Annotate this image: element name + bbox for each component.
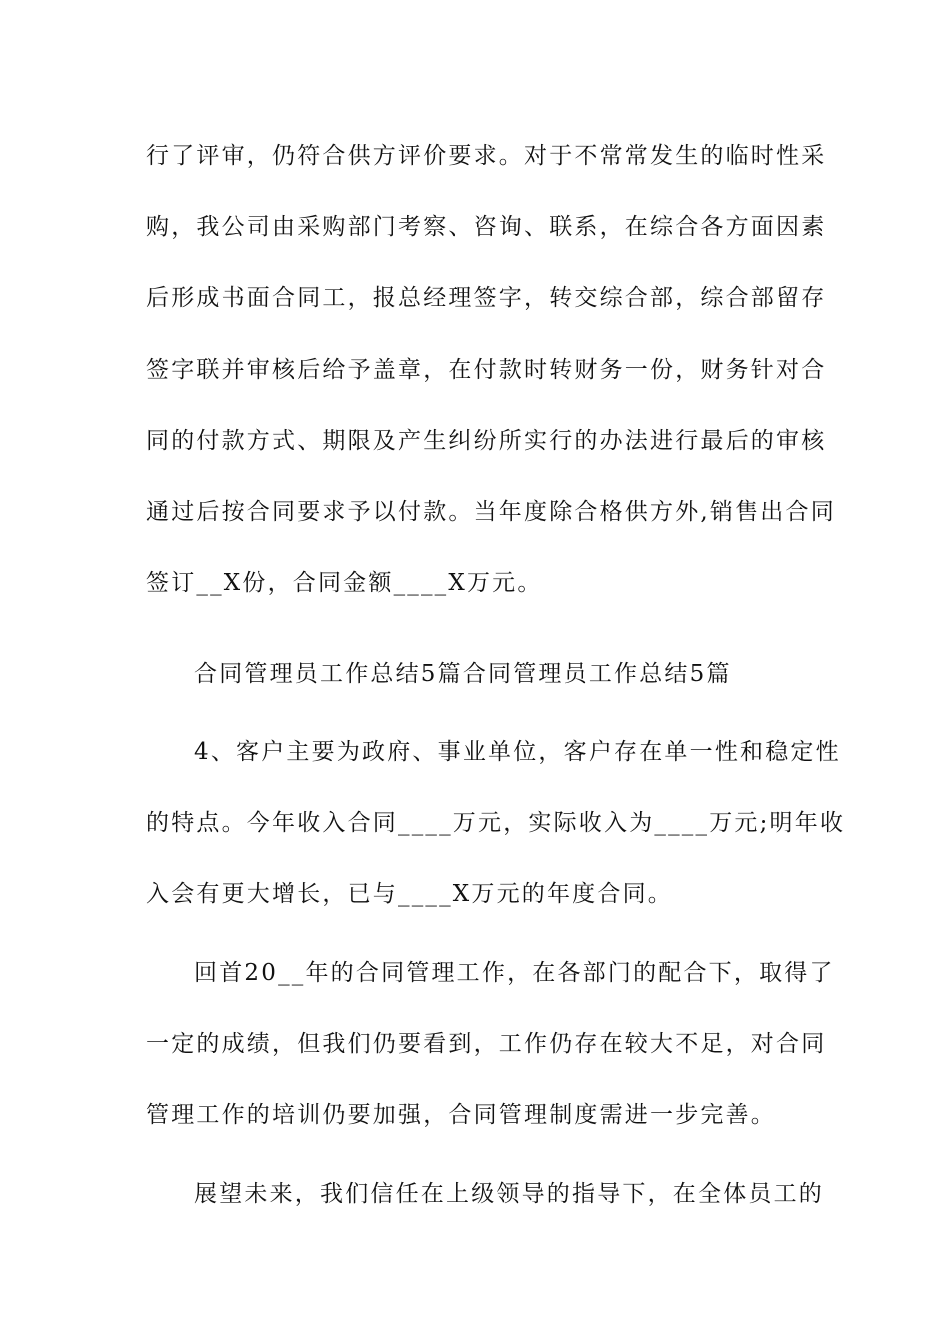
text-line: 签订__X份，合同金额____X万元。 [146,570,543,596]
text-line: 的特点。今年收入合同____万元，实际收入为____万元;明年收 [146,810,846,836]
text-line: 管理工作的培训仍要加强，合同管理制度需进一步完善。 [146,1102,776,1128]
section-heading: 合同管理员工作总结5篇合同管理员工作总结5篇 [194,661,732,687]
text-line: 一定的成绩，但我们仍要看到，工作仍存在较大不足，对合同 [146,1031,827,1057]
text-line: 通过后按合同要求予以付款。当年度除合格供方外,销售出合同 [146,499,836,525]
text-line: 行了评审，仍符合供方评价要求。对于不常常发生的临时性采 [146,143,827,169]
text-line: 同的付款方式、期限及产生纠纷所实行的办法进行最后的审核 [146,428,827,454]
text-line: 签字联并审核后给予盖章，在付款时转财务一份，财务针对合 [146,357,827,383]
text-line: 入会有更大增长，已与____X万元的年度合同。 [146,881,673,907]
paragraph-start: 回首20__年的合同管理工作，在各部门的配合下，取得了 [194,960,835,986]
text-line: 后形成书面合同工，报总经理签字，转交综合部，综合部留存 [146,285,827,311]
text-line: 购，我公司由采购部门考察、咨询、联系，在综合各方面因素 [146,214,827,240]
paragraph-start: 展望未来，我们信任在上级领导的指导下，在全体员工的 [194,1181,824,1207]
paragraph-start: 4、客户主要为政府、事业单位，客户存在单一性和稳定性 [194,739,841,765]
